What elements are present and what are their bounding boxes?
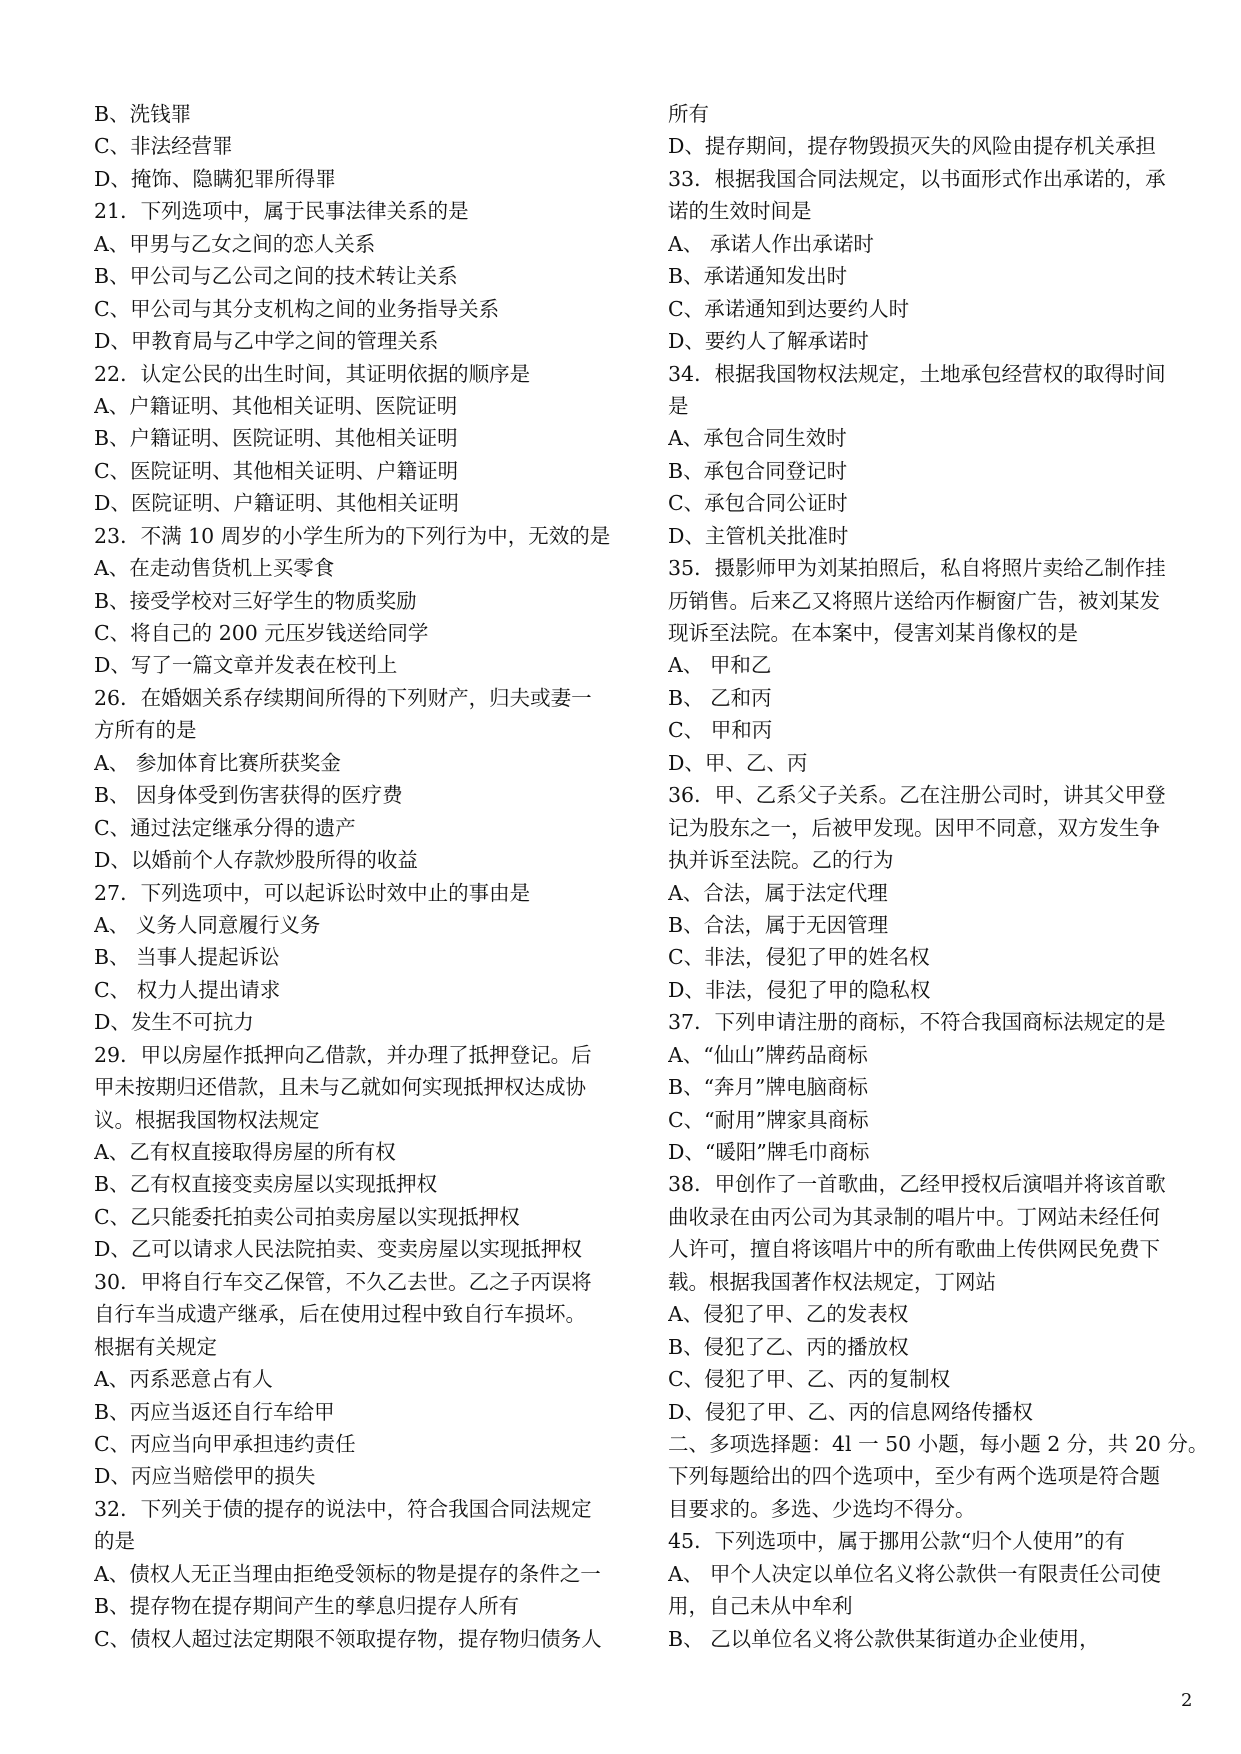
text-line: D、医院证明、户籍证明、其他相关证明: [94, 491, 459, 516]
text-line: C、甲公司与其分支机构之间的业务指导关系: [94, 296, 500, 321]
text-line: D、掩饰、隐瞒犯罪所得罪: [94, 166, 336, 191]
text-line: D、主管机关批准时: [668, 523, 849, 548]
text-line: D、发生不可抗力: [94, 1010, 254, 1035]
text-line: A、债权人无正当理由拒绝受领标的物是提存的条件之一: [94, 1561, 601, 1586]
text-line: D、侵犯了甲、乙、丙的信息网络传播权: [668, 1399, 1033, 1424]
text-line: C、通过法定继承分得的遗产: [94, 815, 356, 840]
text-line: C、非法经营罪: [94, 134, 233, 159]
text-line: B、承诺通知发出时: [668, 264, 848, 289]
text-line: A、乙有权直接取得房屋的所有权: [94, 1140, 396, 1164]
text-line: 38．甲创作了一首歌曲，乙经甲授权后演唱并将该首歌: [668, 1172, 1166, 1197]
text-line: 的是: [94, 1529, 135, 1554]
text-line: 22．认定公民的出生时间，其证明依据的顺序是: [94, 361, 531, 386]
text-line: B、“奔月”牌电脑商标: [668, 1075, 869, 1100]
text-line: B、侵犯了乙、丙的播放权: [668, 1334, 909, 1359]
text-line: 方所有的是: [94, 718, 197, 743]
text-line: B、 当事人提起诉讼: [94, 945, 280, 970]
text-line: 用，自己未从中牟利: [668, 1594, 853, 1619]
text-line: B、乙有权直接变卖房屋以实现抵押权: [94, 1172, 438, 1197]
text-line: 执并诉至法院。乙的行为: [668, 848, 894, 873]
text-line: B、丙应当返还自行车给甲: [94, 1399, 335, 1424]
text-line: 所有: [668, 102, 709, 126]
text-line: A、合法，属于法定代理: [668, 880, 888, 905]
text-line: 37．下列申请注册的商标，不符合我国商标法规定的是: [668, 1010, 1166, 1035]
text-line: 29．甲以房屋作抵押向乙借款，并办理了抵押登记。后: [94, 1042, 592, 1067]
text-line: D、丙应当赔偿甲的损失: [94, 1464, 316, 1489]
text-line: C、医院证明、其他相关证明、户籍证明: [94, 458, 459, 483]
text-line: B、 因身体受到伤害获得的医疗费: [94, 783, 403, 808]
text-line: D、乙可以请求人民法院拍卖、变卖房屋以实现抵押权: [94, 1237, 582, 1262]
text-line: 二、多项选择题：4l 一 50 小题，每小题 2 分，共 20 分。: [668, 1431, 1208, 1456]
text-line: B、 乙和丙: [668, 685, 772, 710]
text-line: D、甲教育局与乙中学之间的管理关系: [94, 329, 439, 354]
text-line: B、甲公司与乙公司之间的技术转让关系: [94, 264, 458, 289]
text-line: C、侵犯了甲、乙、丙的复制权: [668, 1367, 951, 1392]
text-line: 人许可，擅自将该唱片中的所有歌曲上传供网民免费下: [668, 1237, 1160, 1262]
text-line: B、户籍证明、医院证明、其他相关证明: [94, 426, 458, 451]
text-line: B、洗钱罪: [94, 102, 192, 126]
text-line: 27．下列选项中，可以起诉讼时效中止的事由是: [94, 880, 531, 905]
text-line: C、丙应当向甲承担违约责任: [94, 1431, 356, 1456]
text-line: C、“耐用”牌家具商标: [668, 1107, 869, 1132]
text-line: B、接受学校对三好学生的物质奖励: [94, 588, 417, 613]
text-line: 目要求的。多选、少选均不得分。: [668, 1496, 976, 1521]
text-line: A、 承诺人作出承诺时: [668, 231, 874, 256]
text-line: C、债权人超过法定期限不领取提存物，提存物归债务人: [94, 1626, 602, 1651]
text-line: B、提存物在提存期间产生的孳息归提存人所有: [94, 1594, 520, 1619]
text-line: 是: [668, 393, 689, 418]
text-line: C、将自己的 200 元压岁钱送给同学: [94, 621, 429, 645]
text-line: 23．不满 10 周岁的小学生所为的下列行为中，无效的是: [94, 523, 611, 548]
text-line: 诺的生效时间是: [668, 199, 812, 224]
text-line: A、 甲个人决定以单位名义将公款供一有限责任公司使: [668, 1561, 1161, 1586]
text-line: D、提存期间，提存物毁损灭失的风险由提存机关承担: [668, 134, 1156, 159]
text-line: C、非法，侵犯了甲的姓名权: [668, 945, 930, 970]
left-column: [94, 98, 624, 1655]
text-line: 曲收录在由丙公司为其录制的唱片中。丁网站未经任何: [668, 1204, 1160, 1229]
text-line: 载。根据我国著作权法规定，丁网站: [668, 1269, 996, 1294]
text-line: D、要约人了解承诺时: [668, 329, 869, 354]
text-line: A、承包合同生效时: [668, 426, 847, 451]
text-line: 记为股东之一，后被甲发现。因甲不同意，双方发生争: [668, 815, 1160, 840]
text-line: D、写了一篇文章并发表在校刊上: [94, 653, 398, 678]
text-line: 26．在婚姻关系存续期间所得的下列财产，归夫或妻一: [94, 685, 592, 710]
text-line: A、在走动售货机上买零食: [94, 556, 335, 581]
text-line: C、 权力人提出请求: [94, 977, 281, 1002]
text-line: 45．下列选项中，属于挪用公款“归个人使用”的有: [668, 1529, 1126, 1554]
text-line: B、 乙以单位名义将公款供某街道办企业使用，: [668, 1626, 1100, 1651]
text-line: 35．摄影师甲为刘某拍照后，私自将照片卖给乙制作挂: [668, 556, 1166, 581]
text-line: C、 甲和丙: [668, 718, 773, 743]
text-line: 36．甲、乙系父子关系。乙在注册公司时，讲其父甲登: [668, 783, 1166, 808]
text-line: 现诉至法院。在本案中，侵害刘某肖像权的是: [668, 621, 1078, 645]
text-line: A、丙系恶意占有人: [94, 1367, 273, 1392]
text-line: 下列每题给出的四个选项中，至少有两个选项是符合题: [668, 1464, 1160, 1489]
text-line: D、以婚前个人存款炒股所得的收益: [94, 848, 418, 873]
text-line: 30．甲将自行车交乙保管，不久乙去世。乙之子丙误将: [94, 1269, 592, 1294]
text-line: B、合法，属于无因管理: [668, 912, 889, 937]
right-column: [668, 98, 1208, 1655]
text-line: 33．根据我国合同法规定，以书面形式作出承诺的，承: [668, 166, 1166, 191]
text-line: B、承包合同登记时: [668, 458, 848, 483]
text-line: C、承包合同公证时: [668, 491, 848, 516]
text-line: A、“仙山”牌药品商标: [668, 1042, 868, 1067]
text-line: A、甲男与乙女之间的恋人关系: [94, 231, 376, 256]
text-line: D、“暖阳”牌毛巾商标: [668, 1140, 870, 1164]
text-line: 根据有关规定: [94, 1334, 217, 1359]
text-line: 议。根据我国物权法规定: [94, 1107, 320, 1132]
text-line: A、 甲和乙: [668, 653, 772, 678]
text-line: D、甲、乙、丙: [668, 750, 808, 775]
text-line: 34．根据我国物权法规定，土地承包经营权的取得时间: [668, 361, 1166, 386]
text-line: A、户籍证明、其他相关证明、医院证明: [94, 393, 458, 418]
text-line: C、乙只能委托拍卖公司拍卖房屋以实现抵押权: [94, 1204, 520, 1229]
text-line: 21．下列选项中，属于民事法律关系的是: [94, 199, 469, 224]
text-line: C、承诺通知到达要约人时: [668, 296, 910, 321]
text-line: A、侵犯了甲、乙的发表权: [668, 1302, 909, 1327]
text-line: A、 义务人同意履行义务: [94, 912, 321, 937]
text-line: D、非法，侵犯了甲的隐私权: [668, 977, 931, 1002]
text-line: 32．下列关于债的提存的说法中，符合我国合同法规定: [94, 1496, 592, 1521]
page-number: 2: [1181, 1690, 1193, 1711]
text-line: 甲未按期归还借款，且未与乙就如何实现抵押权达成协: [94, 1075, 586, 1100]
text-line: 自行车当成遗产继承，后在使用过程中致自行车损坏。: [94, 1302, 586, 1327]
text-line: A、 参加体育比赛所获奖金: [94, 750, 341, 775]
text-line: 历销售。后来乙又将照片送给丙作橱窗广告，被刘某发: [668, 588, 1160, 613]
